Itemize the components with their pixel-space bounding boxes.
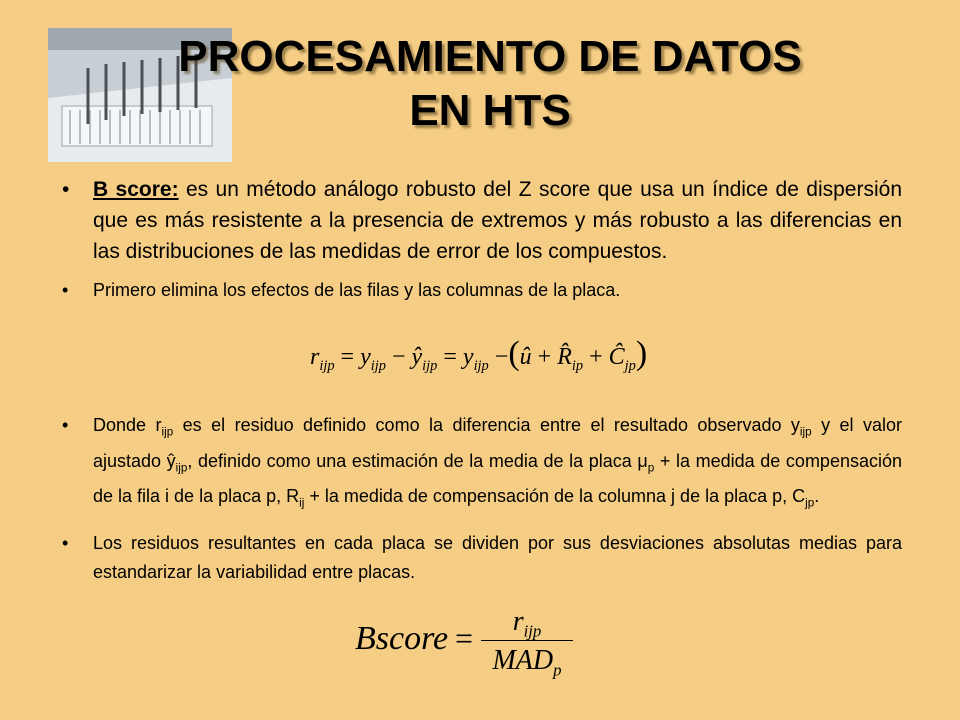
residuals-text: Los residuos resultantes en cada placa se dividen por sus desviaciones absolutas medias para estandarizar la variabilidad entre placas. [93,532,902,582]
bullet-first-step [60,277,902,304]
bscore-denominator: $MAD_p$ [492,645,562,680]
b-score-term: B score: [93,178,179,201]
fraction-bar [481,640,573,641]
bullet-residuals [60,529,902,587]
bullet-definitions: • Donde $r_{ijp}$ es el residuo definido como la diferencia entre el resultado observado $y_{ijp}$ y el valor ajustado $ŷ_{ijp}$, definido como una estimación de la media de la placa $\mu_p$ + la medida de compensación de la fila i de la placa p, $R_{ij}$ + la medida de compensación de la columna j de la placa p, $C_{jp}$. [60,411,902,518]
title-line-2: EN HTS [409,86,571,135]
bullet-list-2 [60,411,902,587]
bscore-numerator: $r_{ijp}$ [512,606,542,641]
bullet-b-score [60,174,902,267]
first-step-text: Primero elimina los efectos de las filas y las columnas de la placa. [93,280,621,300]
b-score-description: es un método análogo robusto del Z score que usa un índice de dispersión que es más resistente a la presencia de extremos y más robusto a las diferencias en las distribuciones de las medidas de error de los compuestos. [93,178,903,263]
slide-title [60,30,920,138]
bscore-formula: Bscore = $r_{ijp}$ $MAD_p$ [355,606,585,686]
bullet-list [60,174,902,304]
residual-formula: $r_{ijp} = y_{ijp}$ − $ŷ_{ijp} = y_{ijp}$ −(û + $R̂_{ip}$ + $Ĉ_{jp}$) [310,335,648,374]
title-line-1: PROCESAMIENTO DE DATOS [178,32,802,81]
